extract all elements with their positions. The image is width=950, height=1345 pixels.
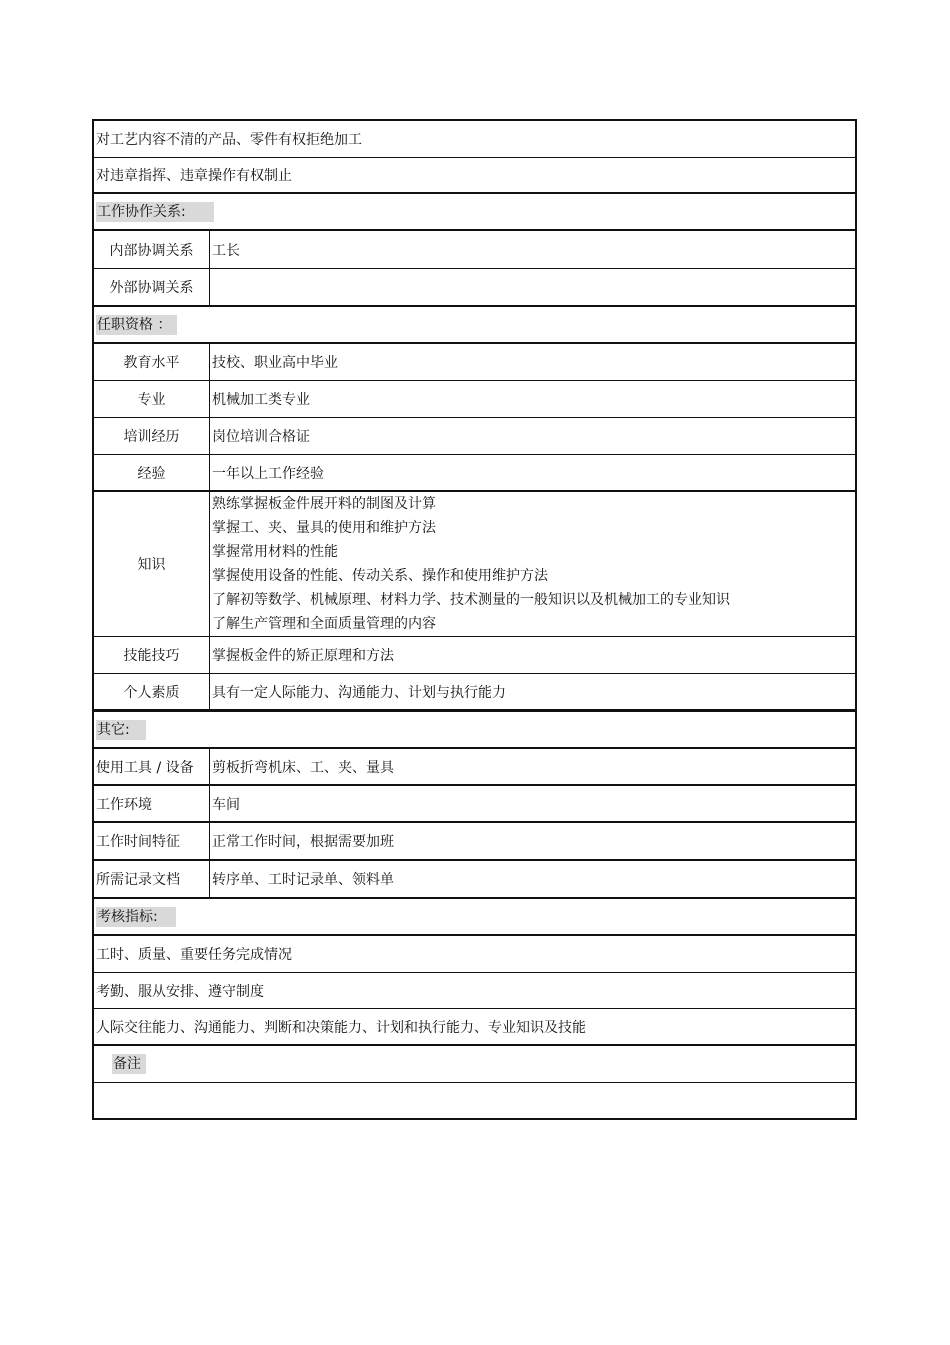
cooperation-row bbox=[94, 231, 855, 269]
knowledge-item: 了解初等数学、机械原理、材料力学、技术测量的一般知识以及机械加工的专业知识 bbox=[212, 592, 730, 608]
skills-value: 掌握板金件的矫正原理和方法 bbox=[212, 648, 394, 664]
qualification-value: 岗位培训合格证 bbox=[212, 429, 310, 445]
other-row bbox=[94, 749, 855, 786]
other-heading: 其它: bbox=[96, 720, 146, 740]
job-description-table bbox=[92, 119, 857, 1120]
skills-label: 技能技巧 bbox=[94, 637, 210, 673]
cooperation-value: 工长 bbox=[212, 242, 240, 259]
assessment-heading-row bbox=[94, 899, 855, 936]
cooperation-row bbox=[94, 269, 855, 307]
other-label: 工作环境 bbox=[94, 786, 210, 821]
qualification-value: 机械加工类专业 bbox=[212, 392, 310, 408]
remarks-heading: 备注 bbox=[112, 1054, 146, 1074]
knowledge-item: 掌握常用材料的性能 bbox=[212, 544, 338, 560]
other-label: 所需记录文档 bbox=[94, 861, 210, 897]
knowledge-label: 知识 bbox=[94, 492, 210, 636]
cooperation-heading-row bbox=[94, 194, 855, 231]
other-value: 正常工作时间，根据需要加班 bbox=[212, 834, 394, 850]
other-row bbox=[94, 786, 855, 823]
remarks-heading-row bbox=[94, 1046, 855, 1083]
knowledge-item: 掌握使用设备的性能、传动关系、操作和使用维护方法 bbox=[212, 568, 548, 584]
qualification-row bbox=[94, 344, 855, 381]
qualification-label: 经验 bbox=[94, 455, 210, 490]
knowledge-list bbox=[210, 492, 730, 636]
authority-row bbox=[94, 121, 855, 158]
remarks-row bbox=[94, 1083, 855, 1118]
other-value: 剪板折弯机床、工、夹、量具 bbox=[212, 759, 394, 776]
personal-value: 具有一定人际能力、沟通能力、计划与执行能力 bbox=[212, 684, 506, 701]
cooperation-label: 外部协调关系 bbox=[94, 269, 210, 305]
qualification-value: 技校、职业高中毕业 bbox=[212, 355, 338, 371]
assessment-row bbox=[94, 973, 855, 1009]
other-label: 工作时间特征 bbox=[94, 823, 210, 859]
assessment-row bbox=[94, 936, 855, 973]
cooperation-label: 内部协调关系 bbox=[94, 231, 210, 268]
qualification-row bbox=[94, 418, 855, 455]
authority-text: 对违章指挥、违章操作有权制止 bbox=[96, 168, 292, 184]
qualification-label: 教育水平 bbox=[94, 344, 210, 380]
knowledge-row bbox=[94, 492, 855, 637]
other-heading-row bbox=[94, 712, 855, 749]
qualification-label: 培训经历 bbox=[94, 418, 210, 454]
qualification-value: 一年以上工作经验 bbox=[212, 465, 324, 482]
other-value: 车间 bbox=[212, 796, 240, 813]
cooperation-value bbox=[210, 269, 855, 305]
remarks-value[interactable] bbox=[94, 1083, 855, 1118]
personal-row bbox=[94, 674, 855, 712]
knowledge-item: 熟练掌握板金件展开料的制图及计算 bbox=[212, 496, 436, 512]
assessment-item: 考勤、服从安排、遵守制度 bbox=[96, 983, 264, 1000]
cooperation-heading: 工作协作关系: bbox=[96, 202, 214, 222]
skills-row bbox=[94, 637, 855, 674]
knowledge-item: 掌握工、夹、量具的使用和维护方法 bbox=[212, 520, 436, 536]
qualification-row bbox=[94, 381, 855, 418]
other-value: 转序单、工时记录单、领料单 bbox=[212, 872, 394, 888]
assessment-item: 工时、质量、重要任务完成情况 bbox=[96, 947, 292, 963]
qualification-heading-row bbox=[94, 307, 855, 344]
authority-row bbox=[94, 158, 855, 194]
other-row bbox=[94, 823, 855, 861]
qualification-label: 专业 bbox=[94, 381, 210, 417]
other-row bbox=[94, 861, 855, 899]
assessment-item: 人际交往能力、沟通能力、判断和决策能力、计划和执行能力、专业知识及技能 bbox=[96, 1019, 586, 1036]
knowledge-item: 了解生产管理和全面质量管理的内容 bbox=[212, 616, 436, 632]
other-label: 使用工具 / 设备 bbox=[94, 749, 210, 784]
qualification-heading: 任职资格 ： bbox=[96, 315, 177, 335]
assessment-row bbox=[94, 1009, 855, 1046]
qualification-row bbox=[94, 455, 855, 492]
assessment-heading: 考核指标: bbox=[96, 907, 176, 927]
personal-label: 个人素质 bbox=[94, 674, 210, 709]
authority-text: 对工艺内容不清的产品、零件有权拒绝加工 bbox=[96, 132, 362, 148]
